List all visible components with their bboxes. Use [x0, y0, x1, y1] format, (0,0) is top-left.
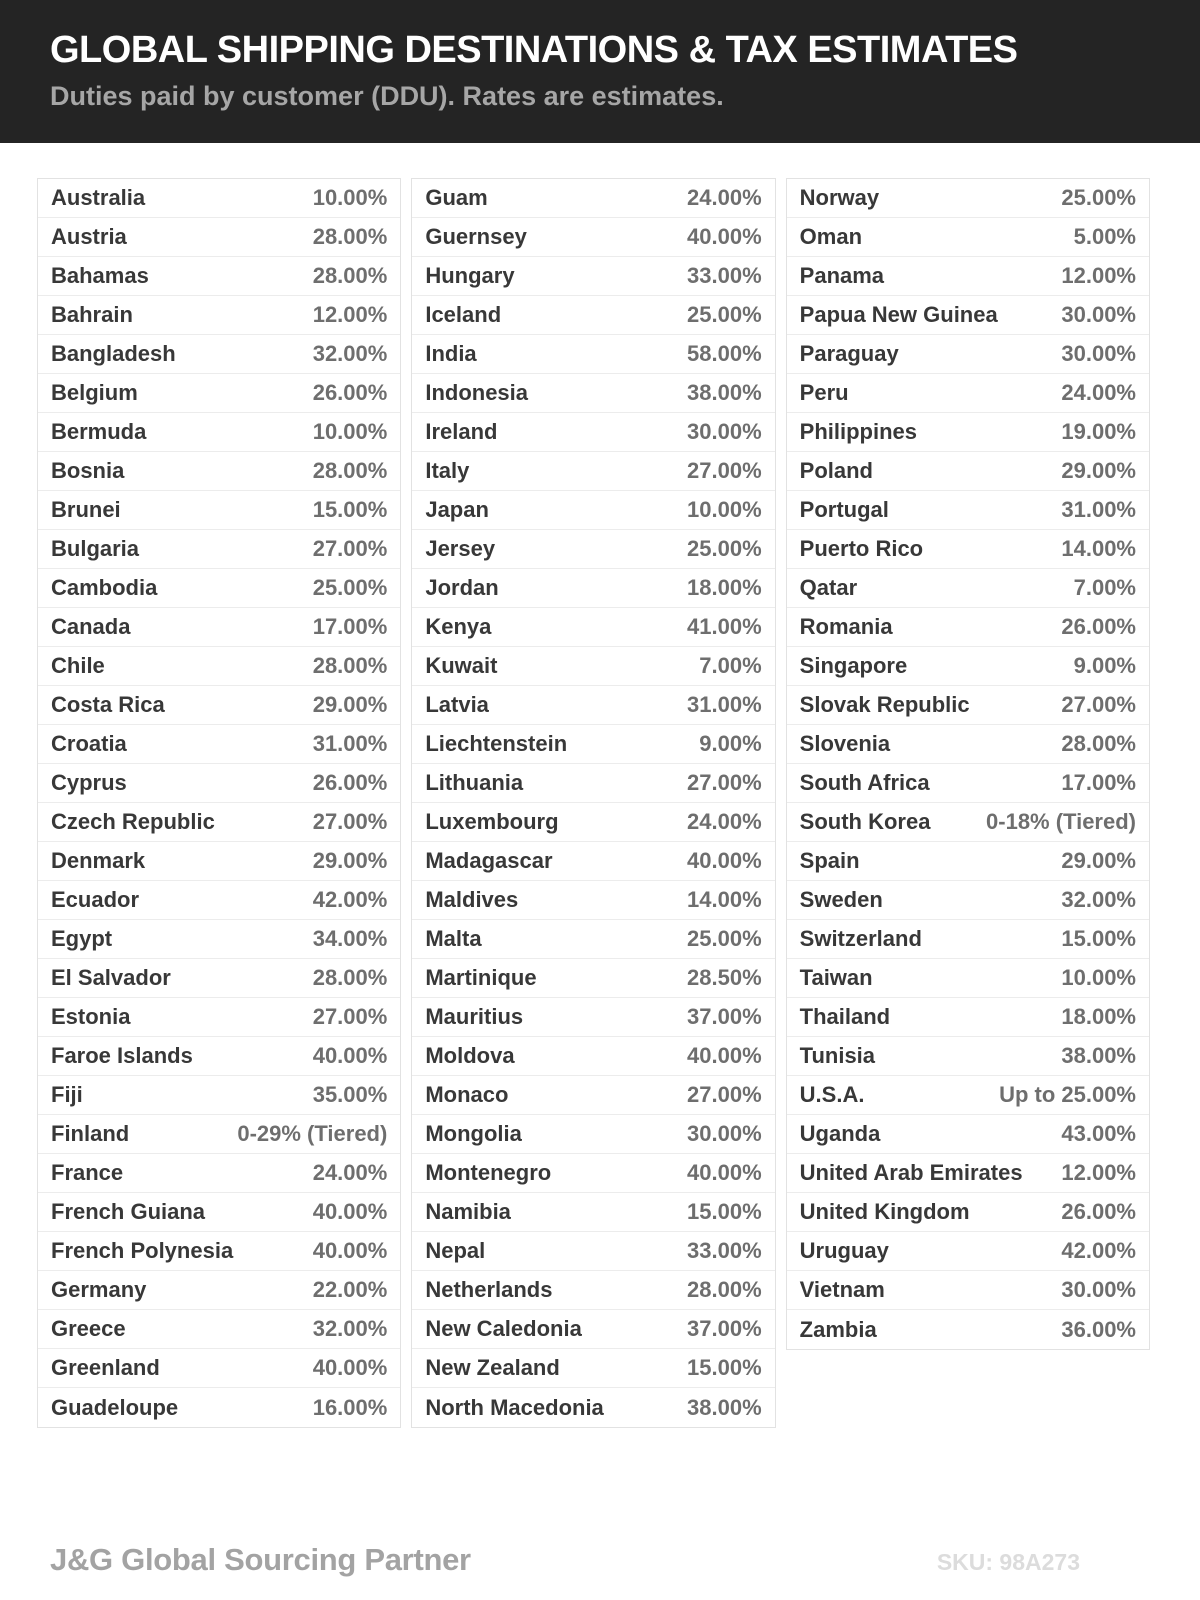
- country-name: Vietnam: [799, 1277, 885, 1302]
- table-row: [412, 1154, 774, 1193]
- tax-rate: 33.00%: [687, 1238, 762, 1263]
- table-row: [412, 1388, 774, 1427]
- page-header: [0, 0, 1200, 143]
- country-name: South Korea: [799, 809, 931, 834]
- country-name: Bulgaria: [51, 536, 140, 561]
- country-name: Puerto Rico: [799, 536, 924, 561]
- table-row: [412, 803, 774, 842]
- table-row: [412, 920, 774, 959]
- table-row: [38, 725, 400, 764]
- tax-rate: 38.00%: [1061, 1043, 1136, 1068]
- tax-rate: 15.00%: [312, 497, 388, 522]
- tax-rate: 37.00%: [687, 1316, 762, 1341]
- country-name: Bosnia: [51, 458, 125, 483]
- table-row: [787, 608, 1149, 647]
- table-row: [787, 530, 1149, 569]
- country-name: Hungary: [425, 263, 515, 288]
- country-name: Cyprus: [51, 770, 127, 795]
- country-name: Moldova: [425, 1043, 515, 1068]
- table-row: [38, 1115, 400, 1154]
- table-row: [412, 725, 774, 764]
- country-name: Papua New Guinea: [799, 302, 998, 327]
- tax-rate: 24.00%: [1061, 380, 1136, 405]
- tax-rate: Up to 25.00%: [999, 1082, 1136, 1107]
- tax-rate: 26.00%: [312, 770, 388, 795]
- country-name: Singapore: [799, 653, 908, 678]
- country-name: Costa Rica: [51, 692, 165, 717]
- country-name: Canada: [51, 614, 131, 639]
- tax-rate: 25.00%: [1061, 185, 1136, 210]
- tax-rate: 28.00%: [1061, 731, 1136, 756]
- country-name: Jordan: [425, 575, 499, 600]
- tax-rate: 10.00%: [1061, 965, 1136, 990]
- country-name: Peru: [799, 380, 849, 405]
- tax-rate: 27.00%: [312, 536, 388, 561]
- country-name: Fiji: [51, 1082, 83, 1107]
- tax-rate: 24.00%: [687, 809, 762, 834]
- country-name: Kenya: [425, 614, 492, 639]
- country-name: Ireland: [425, 419, 498, 444]
- table-row: [38, 998, 400, 1037]
- country-name: French Guiana: [51, 1199, 206, 1224]
- tax-rate: 41.00%: [687, 614, 762, 639]
- table-row: [787, 413, 1149, 452]
- country-name: New Caledonia: [425, 1316, 582, 1341]
- country-name: Oman: [799, 224, 863, 249]
- tax-rate: 24.00%: [312, 1160, 388, 1185]
- country-name: Slovak Republic: [799, 692, 970, 717]
- country-name: Jersey: [425, 536, 496, 561]
- tax-rate: 28.00%: [312, 653, 388, 678]
- country-name: Madagascar: [425, 848, 553, 873]
- country-name: Uruguay: [799, 1238, 889, 1263]
- tax-rate: 25.00%: [312, 575, 388, 600]
- table-row: [38, 1349, 400, 1388]
- tax-rate: 29.00%: [1061, 458, 1136, 483]
- table-row: [787, 491, 1149, 530]
- country-name: El Salvador: [51, 965, 171, 990]
- country-name: Indonesia: [425, 380, 529, 405]
- country-name: Guam: [425, 185, 488, 210]
- table-row: [787, 686, 1149, 725]
- country-name: Estonia: [51, 1004, 131, 1029]
- table-row: [412, 218, 774, 257]
- tax-rate: 38.00%: [687, 1394, 762, 1420]
- country-name: Nepal: [425, 1238, 486, 1263]
- tax-rate: 27.00%: [687, 1082, 762, 1107]
- country-name: India: [425, 341, 477, 366]
- table-row: [38, 179, 400, 218]
- country-name: Thailand: [799, 1004, 891, 1029]
- table-row: [787, 374, 1149, 413]
- tax-rate: 26.00%: [1061, 614, 1136, 639]
- tax-rate: 12.00%: [312, 302, 388, 327]
- table-row: [787, 1037, 1149, 1076]
- tax-rate: 30.00%: [1061, 341, 1136, 366]
- tax-rate: 10.00%: [312, 419, 388, 444]
- table-row: [412, 998, 774, 1037]
- table-row: [787, 569, 1149, 608]
- tax-rate: 19.00%: [1061, 419, 1136, 444]
- tax-rate: 31.00%: [312, 731, 388, 756]
- country-name: United Arab Emirates: [799, 1160, 1023, 1185]
- tax-rate: 27.00%: [312, 809, 388, 834]
- country-name: Philippines: [799, 419, 918, 444]
- tax-rate: 17.00%: [312, 614, 388, 639]
- country-name: Chile: [51, 653, 105, 678]
- tax-rate: 27.00%: [687, 458, 762, 483]
- tax-rate: 22.00%: [312, 1277, 388, 1302]
- tax-rate: 29.00%: [312, 692, 388, 717]
- table-row: [412, 686, 774, 725]
- tax-rate: 27.00%: [312, 1004, 388, 1029]
- tax-rate: 15.00%: [687, 1355, 762, 1380]
- country-name: Japan: [425, 497, 489, 522]
- country-name: Guadeloupe: [51, 1394, 179, 1420]
- tax-rate: 30.00%: [1061, 302, 1136, 327]
- table-row: [412, 959, 774, 998]
- country-name: Bermuda: [51, 419, 147, 444]
- rate-column-1: [37, 178, 401, 1428]
- tax-rate: 38.00%: [687, 380, 762, 405]
- tax-rate: 24.00%: [687, 185, 762, 210]
- country-name: France: [51, 1160, 124, 1185]
- tax-rate: 0-18% (Tiered): [986, 809, 1136, 834]
- tax-rate: 14.00%: [687, 887, 762, 912]
- tax-rate: 25.00%: [687, 536, 762, 561]
- table-row: [412, 842, 774, 881]
- table-row: [38, 257, 400, 296]
- tax-rate: 0-29% (Tiered): [237, 1121, 388, 1146]
- country-name: Qatar: [799, 575, 858, 600]
- tax-rate: 28.00%: [312, 224, 388, 249]
- table-row: [412, 1232, 774, 1271]
- tax-rate: 32.00%: [312, 341, 388, 366]
- tax-rate: 34.00%: [312, 926, 388, 951]
- country-name: Faroe Islands: [51, 1043, 193, 1068]
- table-row: [38, 842, 400, 881]
- country-name: Cambodia: [51, 575, 158, 600]
- table-row: [787, 1271, 1149, 1310]
- table-row: [412, 530, 774, 569]
- table-row: [38, 335, 400, 374]
- country-name: Italy: [425, 458, 470, 483]
- tax-rate: 14.00%: [1061, 536, 1136, 561]
- table-row: [412, 1271, 774, 1310]
- table-row: [38, 413, 400, 452]
- country-name: Montenegro: [425, 1160, 552, 1185]
- tax-rate: 37.00%: [687, 1004, 762, 1029]
- tax-rate: 28.00%: [312, 965, 388, 990]
- table-row: [412, 374, 774, 413]
- country-name: Lithuania: [425, 770, 524, 795]
- country-name: Iceland: [425, 302, 502, 327]
- table-row: [412, 1193, 774, 1232]
- table-row: [412, 1037, 774, 1076]
- tax-rate: 31.00%: [1061, 497, 1136, 522]
- table-row: [787, 647, 1149, 686]
- brand-name: J&G Global Sourcing Partner: [50, 1542, 471, 1577]
- table-row: [787, 1154, 1149, 1193]
- tax-rate: 17.00%: [1061, 770, 1136, 795]
- country-name: Ecuador: [51, 887, 140, 912]
- tax-rate: 36.00%: [1061, 1316, 1136, 1342]
- tax-rate: 32.00%: [312, 1316, 388, 1341]
- table-row: [787, 1310, 1149, 1349]
- tax-rate: 12.00%: [1061, 263, 1136, 288]
- table-row: [412, 608, 774, 647]
- country-name: Liechtenstein: [425, 731, 568, 756]
- tax-rate: 28.00%: [687, 1277, 762, 1302]
- country-name: Kuwait: [425, 653, 498, 678]
- tax-rate: 26.00%: [312, 380, 388, 405]
- table-row: [412, 257, 774, 296]
- table-row: [38, 959, 400, 998]
- tax-rate: 26.00%: [1061, 1199, 1136, 1224]
- tax-rate: 30.00%: [1061, 1277, 1136, 1302]
- country-name: Germany: [51, 1277, 147, 1302]
- table-row: [38, 374, 400, 413]
- tax-rate: 15.00%: [1061, 926, 1136, 951]
- country-name: Martinique: [425, 965, 537, 990]
- table-row: [38, 218, 400, 257]
- country-name: Australia: [51, 185, 146, 210]
- table-row: [38, 1232, 400, 1271]
- tax-rate: 40.00%: [687, 1043, 762, 1068]
- table-row: [787, 881, 1149, 920]
- sku-label: SKU: 98A273: [936, 1549, 1080, 1575]
- country-name: Poland: [799, 458, 873, 483]
- footer: [0, 1542, 1200, 1578]
- table-row: [412, 1349, 774, 1388]
- table-row: [412, 881, 774, 920]
- table-row: [38, 1193, 400, 1232]
- tax-rate: 40.00%: [312, 1199, 388, 1224]
- table-row: [787, 1232, 1149, 1271]
- country-name: Belgium: [51, 380, 138, 405]
- table-row: [412, 335, 774, 374]
- tax-rate: 27.00%: [1061, 692, 1136, 717]
- country-name: Croatia: [51, 731, 127, 756]
- country-name: U.S.A.: [799, 1082, 865, 1107]
- country-name: Switzerland: [799, 926, 922, 951]
- tax-rate: 10.00%: [312, 185, 388, 210]
- table-row: [38, 647, 400, 686]
- table-row: [787, 1193, 1149, 1232]
- table-row: [412, 452, 774, 491]
- country-name: North Macedonia: [425, 1394, 604, 1420]
- table-row: [38, 608, 400, 647]
- country-name: Bahamas: [51, 263, 149, 288]
- table-row: [412, 296, 774, 335]
- table-row: [38, 452, 400, 491]
- country-name: Finland: [51, 1121, 130, 1146]
- tax-rate: 40.00%: [687, 1160, 762, 1185]
- country-name: Slovenia: [799, 731, 891, 756]
- country-name: Tunisia: [799, 1043, 876, 1068]
- country-name: Greece: [51, 1316, 126, 1341]
- country-name: Austria: [51, 224, 127, 249]
- table-row: [787, 959, 1149, 998]
- country-name: Guernsey: [425, 224, 527, 249]
- tax-rate: 42.00%: [312, 887, 388, 912]
- rates-table: [37, 178, 1150, 1428]
- country-name: South Africa: [799, 770, 930, 795]
- tax-rate: 29.00%: [312, 848, 388, 873]
- country-name: Denmark: [51, 848, 146, 873]
- table-row: [787, 179, 1149, 218]
- tax-rate: 40.00%: [687, 848, 762, 873]
- table-row: [412, 647, 774, 686]
- country-name: Zambia: [799, 1316, 877, 1342]
- tax-rate: 42.00%: [1061, 1238, 1136, 1263]
- tax-rate: 31.00%: [687, 692, 762, 717]
- tax-rate: 9.00%: [699, 731, 762, 756]
- country-name: Bangladesh: [51, 341, 176, 366]
- table-row: [412, 764, 774, 803]
- tax-rate: 30.00%: [687, 419, 762, 444]
- tax-rate: 33.00%: [687, 263, 762, 288]
- country-name: Paraguay: [799, 341, 899, 366]
- tax-rate: 35.00%: [312, 1082, 388, 1107]
- table-row: [412, 569, 774, 608]
- tax-rate: 10.00%: [687, 497, 762, 522]
- table-row: [787, 1076, 1149, 1115]
- country-name: Egypt: [51, 926, 113, 951]
- tax-rate: 30.00%: [687, 1121, 762, 1146]
- table-row: [38, 1037, 400, 1076]
- table-row: [412, 1115, 774, 1154]
- tax-rate: 15.00%: [687, 1199, 762, 1224]
- country-name: Uganda: [799, 1121, 881, 1146]
- table-row: [38, 569, 400, 608]
- table-row: [787, 1115, 1149, 1154]
- country-name: Brunei: [51, 497, 121, 522]
- country-name: Spain: [799, 848, 860, 873]
- tax-rate: 12.00%: [1061, 1160, 1136, 1185]
- tax-rate: 28.00%: [312, 263, 388, 288]
- country-name: Panama: [799, 263, 885, 288]
- tax-rate: 18.00%: [687, 575, 762, 600]
- table-row: [38, 1154, 400, 1193]
- country-name: Mongolia: [425, 1121, 522, 1146]
- table-row: [38, 686, 400, 725]
- table-row: [38, 764, 400, 803]
- table-row: [412, 491, 774, 530]
- table-row: [38, 881, 400, 920]
- country-name: United Kingdom: [799, 1199, 970, 1224]
- country-name: Namibia: [425, 1199, 511, 1224]
- table-row: [787, 998, 1149, 1037]
- tax-rate: 25.00%: [687, 926, 762, 951]
- table-row: [38, 530, 400, 569]
- country-name: Taiwan: [799, 965, 873, 990]
- table-row: [787, 764, 1149, 803]
- table-row: [38, 491, 400, 530]
- country-name: Netherlands: [425, 1277, 553, 1302]
- tax-rate: 43.00%: [1061, 1121, 1136, 1146]
- country-name: Portugal: [799, 497, 889, 522]
- table-row: [38, 1310, 400, 1349]
- table-row: [38, 1076, 400, 1115]
- tax-rate: 40.00%: [687, 224, 762, 249]
- tax-rate: 40.00%: [312, 1238, 388, 1263]
- table-row: [412, 1076, 774, 1115]
- tax-rate: 32.00%: [1061, 887, 1136, 912]
- country-name: Latvia: [425, 692, 489, 717]
- tax-rate: 40.00%: [312, 1043, 388, 1068]
- table-row: [787, 725, 1149, 764]
- tax-rate: 28.50%: [687, 965, 762, 990]
- page-title: GLOBAL SHIPPING DESTINATIONS & TAX ESTIMATES: [50, 29, 1018, 71]
- tax-rate: 5.00%: [1073, 224, 1136, 249]
- rate-column-2: [411, 178, 775, 1428]
- country-name: Bahrain: [51, 302, 133, 327]
- country-name: Czech Republic: [51, 809, 215, 834]
- country-name: Mauritius: [425, 1004, 524, 1029]
- country-name: Maldives: [425, 887, 519, 912]
- page-subtitle: Duties paid by customer (DDU). Rates are estimates.: [50, 80, 724, 111]
- tax-rate: 58.00%: [687, 341, 762, 366]
- country-name: Monaco: [425, 1082, 509, 1107]
- country-name: Norway: [799, 185, 880, 210]
- table-row: [38, 920, 400, 959]
- country-name: Malta: [425, 926, 482, 951]
- country-name: Greenland: [51, 1355, 160, 1380]
- table-row: [787, 920, 1149, 959]
- tax-rate: 28.00%: [312, 458, 388, 483]
- country-name: Luxembourg: [425, 809, 559, 834]
- table-row: [787, 257, 1149, 296]
- table-row: [38, 296, 400, 335]
- tax-rate: 29.00%: [1061, 848, 1136, 873]
- tax-rate: 7.00%: [1073, 575, 1136, 600]
- tax-rate: 25.00%: [687, 302, 762, 327]
- tax-rate: 27.00%: [687, 770, 762, 795]
- table-row: [412, 1310, 774, 1349]
- table-row: [787, 842, 1149, 881]
- table-row: [787, 218, 1149, 257]
- tax-rate: 7.00%: [699, 653, 762, 678]
- table-row: [412, 413, 774, 452]
- country-name: French Polynesia: [51, 1238, 234, 1263]
- table-row: [787, 296, 1149, 335]
- table-row: [787, 803, 1149, 842]
- table-row: [412, 179, 774, 218]
- table-row: [38, 803, 400, 842]
- country-name: New Zealand: [425, 1355, 560, 1380]
- tax-rate: 9.00%: [1073, 653, 1136, 678]
- table-row: [38, 1388, 400, 1427]
- table-row: [787, 335, 1149, 374]
- tax-rate: 16.00%: [312, 1394, 388, 1420]
- country-name: Sweden: [799, 887, 883, 912]
- tax-rate: 18.00%: [1061, 1004, 1136, 1029]
- rate-column-3: [786, 178, 1150, 1350]
- table-row: [38, 1271, 400, 1310]
- table-row: [787, 452, 1149, 491]
- tax-rate: 40.00%: [312, 1355, 388, 1380]
- country-name: Romania: [799, 614, 893, 639]
